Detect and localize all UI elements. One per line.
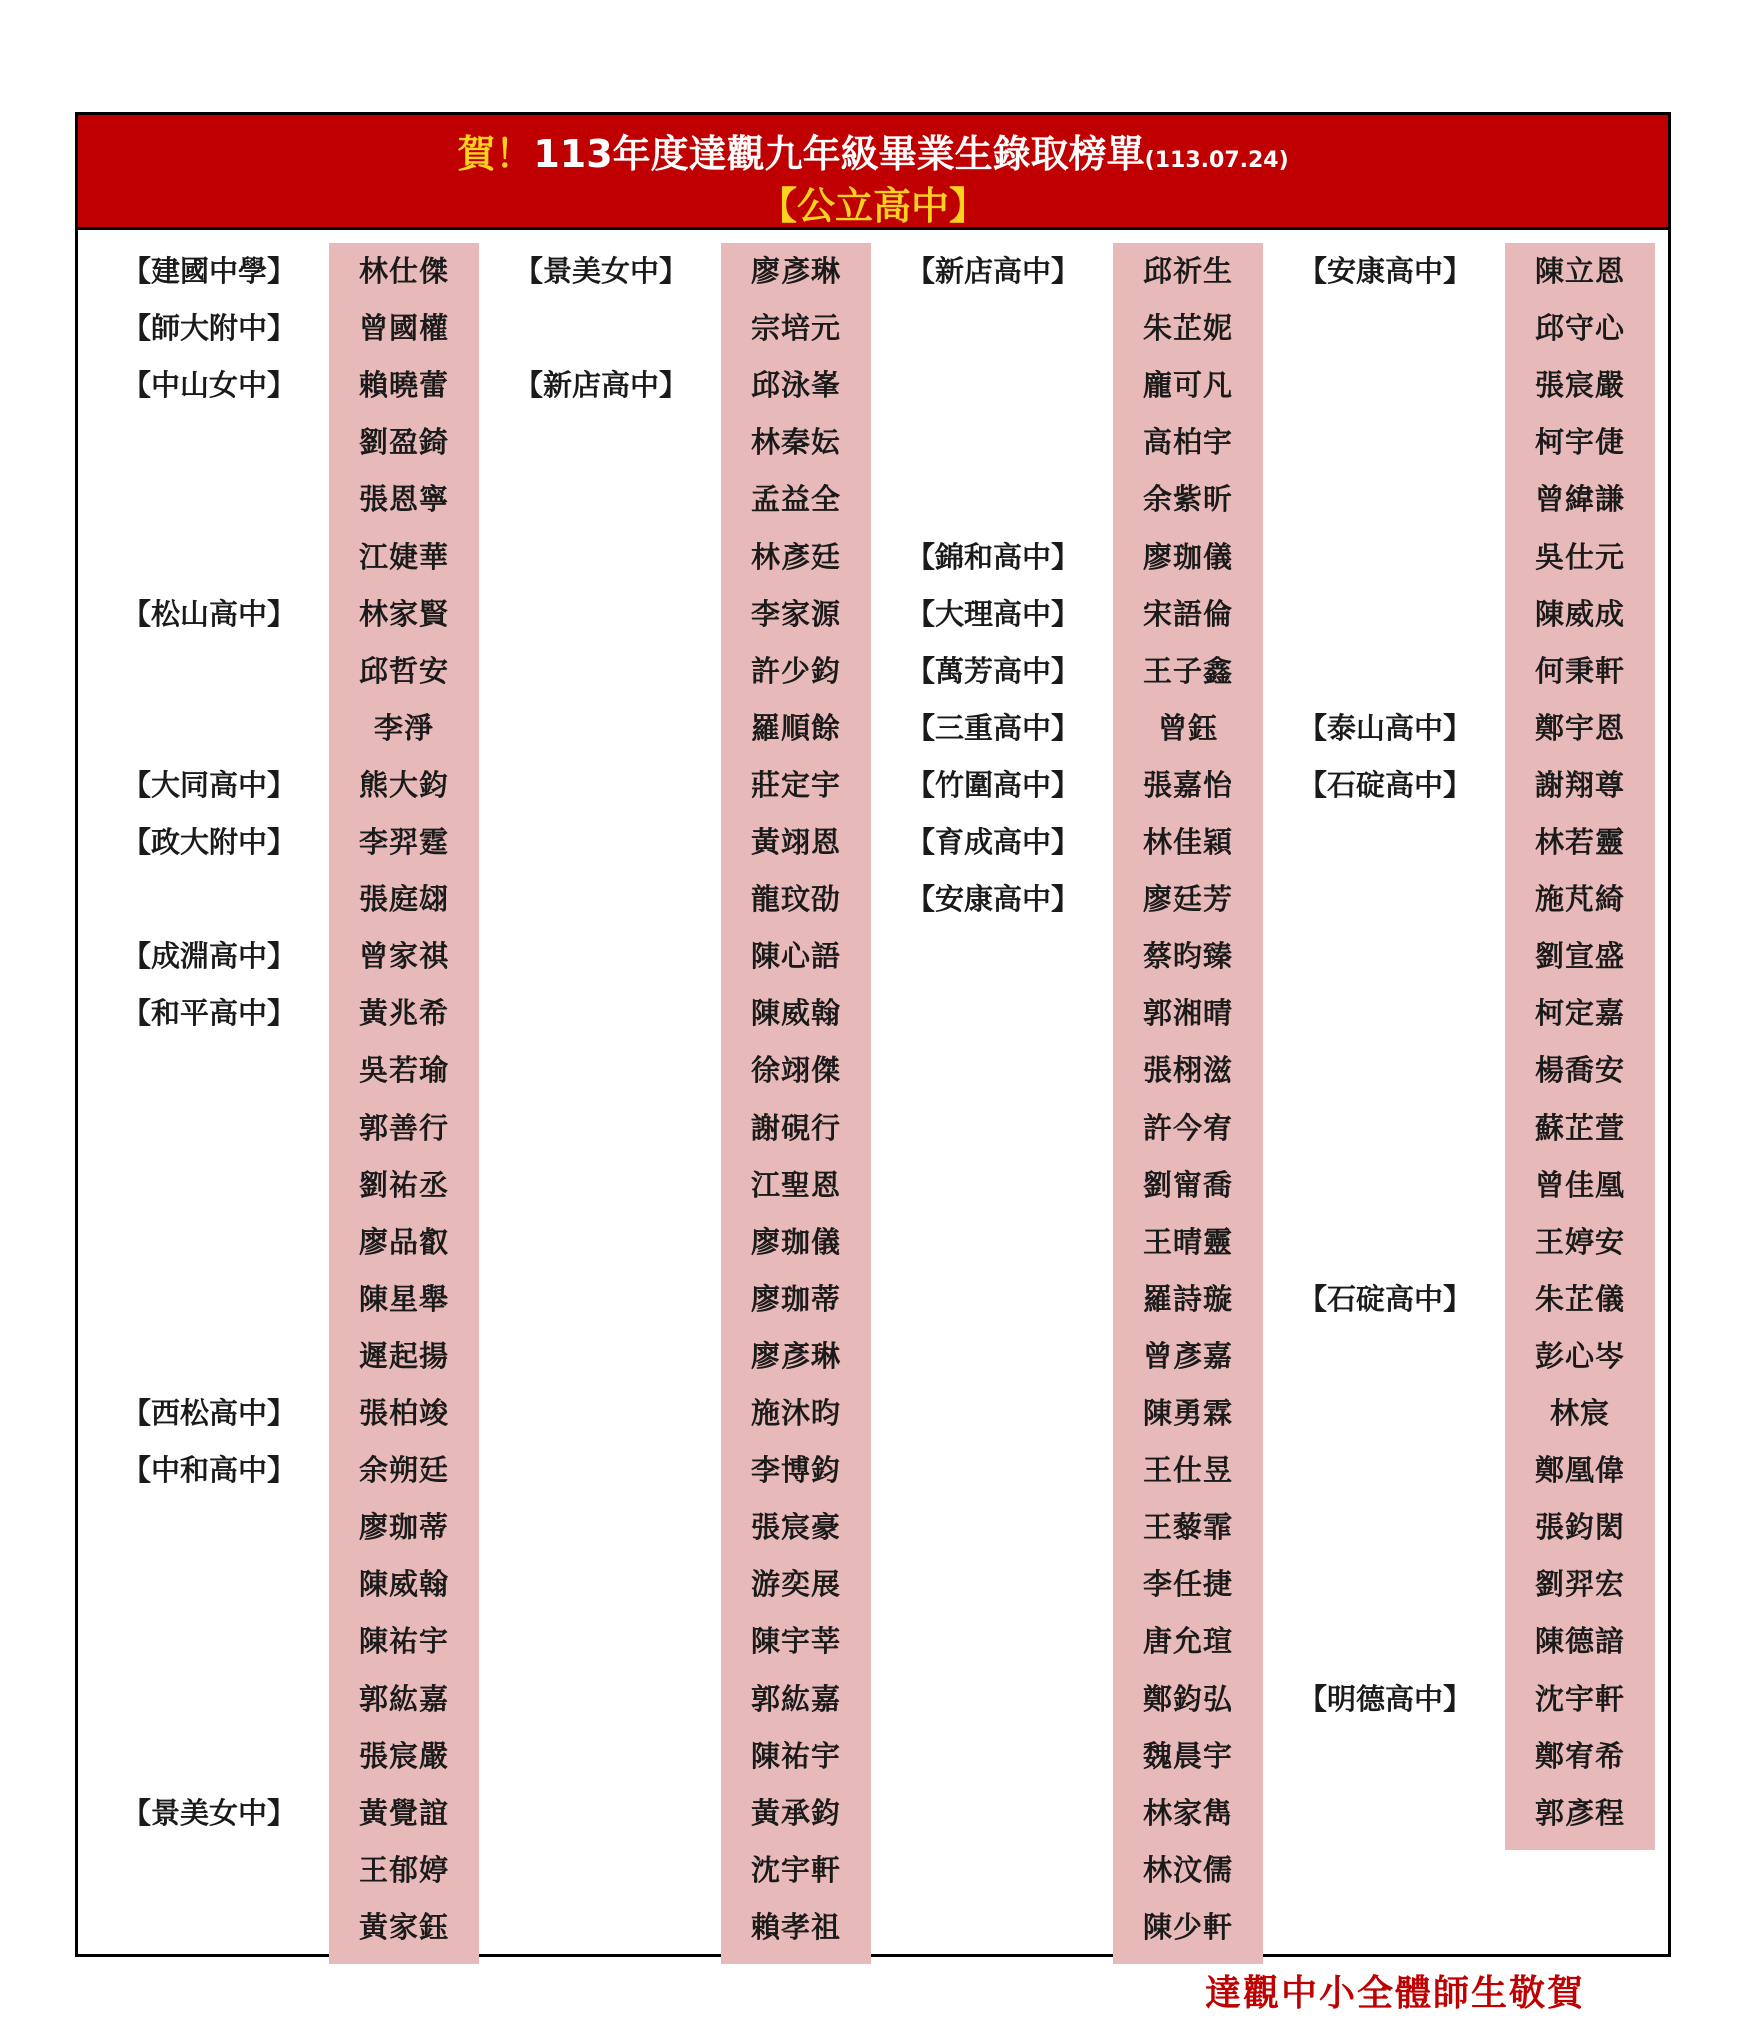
name-column-2: [721, 243, 871, 1964]
page-subtitle: 【公立高中】: [758, 184, 987, 228]
student-name: 廖珈蒂: [750, 1282, 841, 1316]
name-column-1: [329, 243, 479, 1964]
student-name: 曾鈺: [1157, 711, 1218, 745]
student-name: 鄭鈞弘: [1142, 1682, 1233, 1716]
student-name: 林仕傑: [358, 254, 449, 288]
student-name: 楊喬安: [1534, 1053, 1625, 1087]
student-name: 林彥廷: [750, 540, 841, 574]
student-name: 陳祐宇: [750, 1739, 841, 1773]
student-name: 朱芷妮: [1142, 311, 1233, 345]
student-name: 王晴靈: [1142, 1225, 1233, 1259]
student-name: 張嘉怡: [1142, 768, 1233, 802]
school-label: 【大同高中】: [121, 768, 296, 802]
student-name: 張庭翃: [358, 882, 449, 916]
student-name: 曾佳凰: [1534, 1168, 1625, 1202]
student-name: 王郁婷: [358, 1853, 449, 1887]
title-prefix: 賀！: [457, 132, 534, 176]
student-name: 柯定嘉: [1534, 996, 1625, 1030]
student-name: 黃兆希: [358, 996, 449, 1030]
student-name: 林汶儒: [1142, 1853, 1233, 1887]
student-name: 龐可凡: [1142, 368, 1233, 402]
student-name: 謝硯行: [750, 1111, 841, 1145]
student-name: 張宸嚴: [358, 1739, 449, 1773]
school-label: 【松山高中】: [121, 597, 296, 631]
student-name: 鄭宥希: [1534, 1739, 1625, 1773]
student-name: 施芃綺: [1534, 882, 1625, 916]
student-name: 曾緯謙: [1534, 482, 1625, 516]
student-name: 陳德諳: [1534, 1624, 1625, 1658]
school-label: 【安康高中】: [905, 882, 1080, 916]
student-name: 廖廷芳: [1142, 882, 1233, 916]
student-name: 劉祐丞: [358, 1168, 449, 1202]
student-name: 郭湘晴: [1142, 996, 1233, 1030]
student-name: 邱祈生: [1142, 254, 1233, 288]
school-label: 【新店高中】: [513, 368, 688, 402]
school-label: 【政大附中】: [121, 825, 296, 859]
student-name: 龍玟劭: [750, 882, 841, 916]
student-name: 陳威成: [1534, 597, 1625, 631]
school-label: 【安康高中】: [1297, 254, 1472, 288]
student-name: 廖珈蒂: [358, 1510, 449, 1544]
student-name: 莊定宇: [750, 768, 841, 802]
student-name: 張栩滋: [1142, 1053, 1233, 1087]
name-column-4: [1505, 243, 1655, 1850]
school-label: 【三重高中】: [905, 711, 1080, 745]
school-label: 【泰山高中】: [1297, 711, 1472, 745]
page-title: [78, 123, 1668, 178]
student-name: 曾家祺: [358, 939, 449, 973]
student-name: 朱芷儀: [1534, 1282, 1625, 1316]
student-name: 宋語倫: [1142, 597, 1233, 631]
student-name: 王婷安: [1534, 1225, 1625, 1259]
student-name: 蘇芷萱: [1534, 1111, 1625, 1145]
student-name: 唐允瑄: [1142, 1624, 1233, 1658]
school-label: 【石碇高中】: [1297, 768, 1472, 802]
student-name: 羅詩璇: [1142, 1282, 1233, 1316]
student-name: 陳祐宇: [358, 1624, 449, 1658]
student-name: 江婕華: [358, 540, 449, 574]
student-name: 吳仕元: [1534, 540, 1625, 574]
student-name: 陳威翰: [358, 1567, 449, 1601]
school-label: 【西松高中】: [121, 1396, 296, 1430]
student-name: 李羿霆: [358, 825, 449, 859]
school-label: 【石碇高中】: [1297, 1282, 1472, 1316]
student-name: 黃覺誼: [358, 1796, 449, 1830]
student-name: 李家源: [750, 597, 841, 631]
title-main: 113年度達觀九年級畢業生錄取榜單: [533, 132, 1145, 176]
student-name: 黃家鈺: [358, 1910, 449, 1944]
student-name: 熊大鈞: [358, 768, 449, 802]
student-name: 江聖恩: [750, 1168, 841, 1202]
student-name: 遲起揚: [358, 1339, 449, 1373]
student-name: 彭心岑: [1534, 1339, 1625, 1373]
student-name: 陳宇莘: [750, 1624, 841, 1658]
student-name: 廖珈儀: [1142, 540, 1233, 574]
student-name: 林宸: [1549, 1396, 1610, 1430]
student-name: 吳若瑜: [358, 1053, 449, 1087]
student-name: 游奕展: [750, 1567, 841, 1601]
school-label: 【錦和高中】: [905, 540, 1080, 574]
student-name: 劉羿宏: [1534, 1567, 1625, 1601]
student-name: 劉甯喬: [1142, 1168, 1233, 1202]
student-name: 謝翔尊: [1534, 768, 1625, 802]
student-name: 林家賢: [358, 597, 449, 631]
school-label: 【景美女中】: [513, 254, 688, 288]
school-label: 【成淵高中】: [121, 939, 296, 973]
student-name: 林秦妘: [750, 425, 841, 459]
student-name: 郭紘嘉: [750, 1682, 841, 1716]
school-label: 【大理高中】: [905, 597, 1080, 631]
footer-signature: 達觀中小全體師生敬賀: [1205, 1973, 1586, 2014]
school-label: 【育成高中】: [905, 825, 1080, 859]
board-header: [78, 115, 1668, 230]
school-label: 【景美女中】: [121, 1796, 296, 1830]
student-name: 孟益全: [750, 482, 841, 516]
student-name: 廖品叡: [358, 1225, 449, 1259]
student-name: 郭善行: [358, 1111, 449, 1145]
student-name: 沈宇軒: [1534, 1682, 1625, 1716]
student-name: 張恩寧: [358, 482, 449, 516]
student-name: 陳星舉: [358, 1282, 449, 1316]
student-name: 陳立恩: [1534, 254, 1625, 288]
student-name: 郭彥程: [1534, 1796, 1625, 1830]
school-label: 【師大附中】: [121, 311, 296, 345]
student-name: 王仕昱: [1142, 1453, 1233, 1487]
student-name: 陳少軒: [1142, 1910, 1233, 1944]
student-name: 林若靈: [1534, 825, 1625, 859]
student-name: 曾國權: [358, 311, 449, 345]
student-name: 廖珈儀: [750, 1225, 841, 1259]
student-name: 廖彥琳: [750, 1339, 841, 1373]
student-name: 張鈞閎: [1534, 1510, 1625, 1544]
student-name: 王子鑫: [1142, 654, 1233, 688]
student-name: 高柏宇: [1142, 425, 1233, 459]
student-name: 邱哲安: [358, 654, 449, 688]
school-label: 【建國中學】: [121, 254, 296, 288]
student-name: 王藜霏: [1142, 1510, 1233, 1544]
student-name: 羅順餘: [750, 711, 841, 745]
student-name: 陳威翰: [750, 996, 841, 1030]
student-name: 李淨: [373, 711, 434, 745]
school-label: 【中山女中】: [121, 368, 296, 402]
student-name: 宗培元: [750, 311, 841, 345]
student-name: 鄭凰偉: [1534, 1453, 1625, 1487]
student-name: 許今宥: [1142, 1111, 1233, 1145]
school-label: 【明德高中】: [1297, 1682, 1472, 1716]
student-name: 柯宇倢: [1534, 425, 1625, 459]
student-name: 賴曉蕾: [358, 368, 449, 402]
school-label: 【和平高中】: [121, 996, 296, 1030]
student-name: 徐翊傑: [750, 1053, 841, 1087]
school-label: 【萬芳高中】: [905, 654, 1080, 688]
student-name: 曾彥嘉: [1142, 1339, 1233, 1373]
student-name: 陳勇霖: [1142, 1396, 1233, 1430]
school-label: 【新店高中】: [905, 254, 1080, 288]
student-name: 余紫昕: [1142, 482, 1233, 516]
student-name: 李任捷: [1142, 1567, 1233, 1601]
student-name: 黃承鈞: [750, 1796, 841, 1830]
student-name: 林家雋: [1142, 1796, 1233, 1830]
name-column-3: [1113, 243, 1263, 1964]
student-name: 魏晨宇: [1142, 1739, 1233, 1773]
student-name: 李博鈞: [750, 1453, 841, 1487]
student-name: 廖彥琳: [750, 254, 841, 288]
student-name: 邱泳峯: [750, 368, 841, 402]
student-name: 何秉軒: [1534, 654, 1625, 688]
student-name: 劉宣盛: [1534, 939, 1625, 973]
student-name: 賴孝祖: [750, 1910, 841, 1944]
student-name: 陳心語: [750, 939, 841, 973]
school-label: 【中和高中】: [121, 1453, 296, 1487]
student-name: 許少鈞: [750, 654, 841, 688]
school-label: 【竹圍高中】: [905, 768, 1080, 802]
student-name: 余朔廷: [358, 1453, 449, 1487]
student-name: 施沐昀: [750, 1396, 841, 1430]
student-name: 張宸嚴: [1534, 368, 1625, 402]
student-name: 邱守心: [1534, 311, 1625, 345]
student-name: 鄭宇恩: [1534, 711, 1625, 745]
student-name: 張宸豪: [750, 1510, 841, 1544]
student-name: 黃翊恩: [750, 825, 841, 859]
student-name: 沈宇軒: [750, 1853, 841, 1887]
title-date: (113.07.24): [1144, 148, 1289, 173]
student-name: 張柏竣: [358, 1396, 449, 1430]
student-name: 劉盈錡: [358, 425, 449, 459]
student-name: 林佳穎: [1142, 825, 1233, 859]
student-name: 蔡昀臻: [1142, 939, 1233, 973]
student-name: 郭紘嘉: [358, 1682, 449, 1716]
